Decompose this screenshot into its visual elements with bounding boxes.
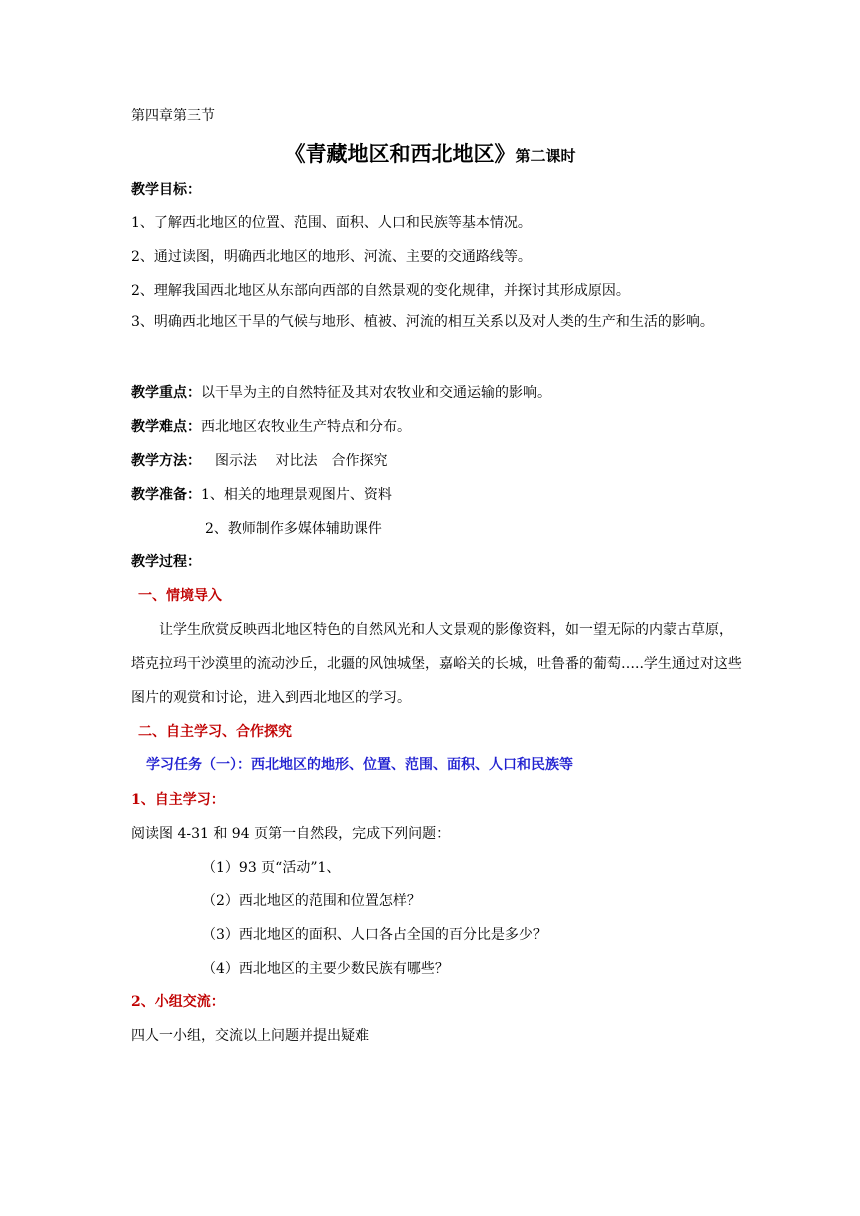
key-point-label: 教学重点：: [131, 385, 201, 401]
chapter-label: 第四章第三节: [131, 108, 215, 124]
question-item: （4）西北地区的主要少数民族有哪些？: [202, 961, 449, 977]
objective-item: 2、理解我国西北地区从东部向西部的自然景观的变化规律，并探讨其形成原因。: [131, 283, 630, 299]
process-heading: 教学过程：: [131, 554, 201, 570]
key-point-text: 以干旱为主的自然特征及其对农牧业和交通运输的影响。: [201, 385, 551, 401]
preparation-item: 1、相关的地理景观图片、资料: [201, 487, 392, 503]
objective-item: 2、通过读图，明确西北地区的地形、河流、主要的交通路线等。: [131, 249, 532, 265]
methods: [131, 451, 387, 471]
step-text: 四人一小组，交流以上问题并提出疑难: [131, 1028, 369, 1044]
question-item: （3）西北地区的面积、人口各占全国的百分比是多少？: [202, 927, 547, 943]
section-title: 一、情境导入: [138, 588, 222, 604]
step-title: 2、小组交流：: [131, 994, 225, 1010]
lesson-title-main: 《青藏地区和西北地区》: [284, 141, 516, 166]
objective-item: 1、了解西北地区的位置、范围、面积、人口和民族等基本情况。: [131, 215, 532, 231]
section-paragraph: 让学生欣赏反映西北地区特色的自然风光和人文景观的影像资料，如一望无际的内蒙古草原，塔克拉玛干沙漠里的流动沙丘，北疆的风蚀城堡，嘉峪关的长城，吐鲁番的葡萄…..学生通过对这些图片的观赏和讨论，进入到西北地区的学习。: [131, 622, 742, 706]
objective-item: 3、明确西北地区干旱的气候与地形、植被、河流的相互关系以及对人类的生产和生活的影响。: [131, 314, 714, 330]
lesson-title: [0, 138, 860, 168]
question-item: （2）西北地区的范围和位置怎样？: [202, 893, 421, 909]
difficulty-label: 教学难点：: [131, 419, 201, 435]
step-title: 1、自主学习：: [131, 792, 225, 808]
question-item: （1）93 页“活动”1、: [202, 860, 341, 876]
section-title: 二、自主学习、合作探究: [138, 724, 292, 740]
preparation: [131, 485, 392, 505]
key-point: [131, 383, 551, 403]
objectives-heading: 教学目标：: [131, 182, 201, 198]
preparation-label: 教学准备：: [131, 487, 201, 503]
methods-label: 教学方法：: [131, 453, 201, 469]
learning-task-title: 学习任务（一）：西北地区的地形、位置、范围、面积、人口和民族等: [146, 757, 573, 773]
difficulty: [131, 417, 411, 437]
preparation-item: 2、教师制作多媒体辅助课件: [205, 521, 382, 537]
methods-text: 图示法 对比法 合作探究: [215, 453, 388, 469]
difficulty-text: 西北地区农牧业生产特点和分布。: [201, 419, 411, 435]
step-intro: 阅读图 4-31 和 94 页第一自然段，完成下列问题：: [131, 826, 451, 842]
lesson-title-sub: 第二课时: [515, 147, 576, 165]
